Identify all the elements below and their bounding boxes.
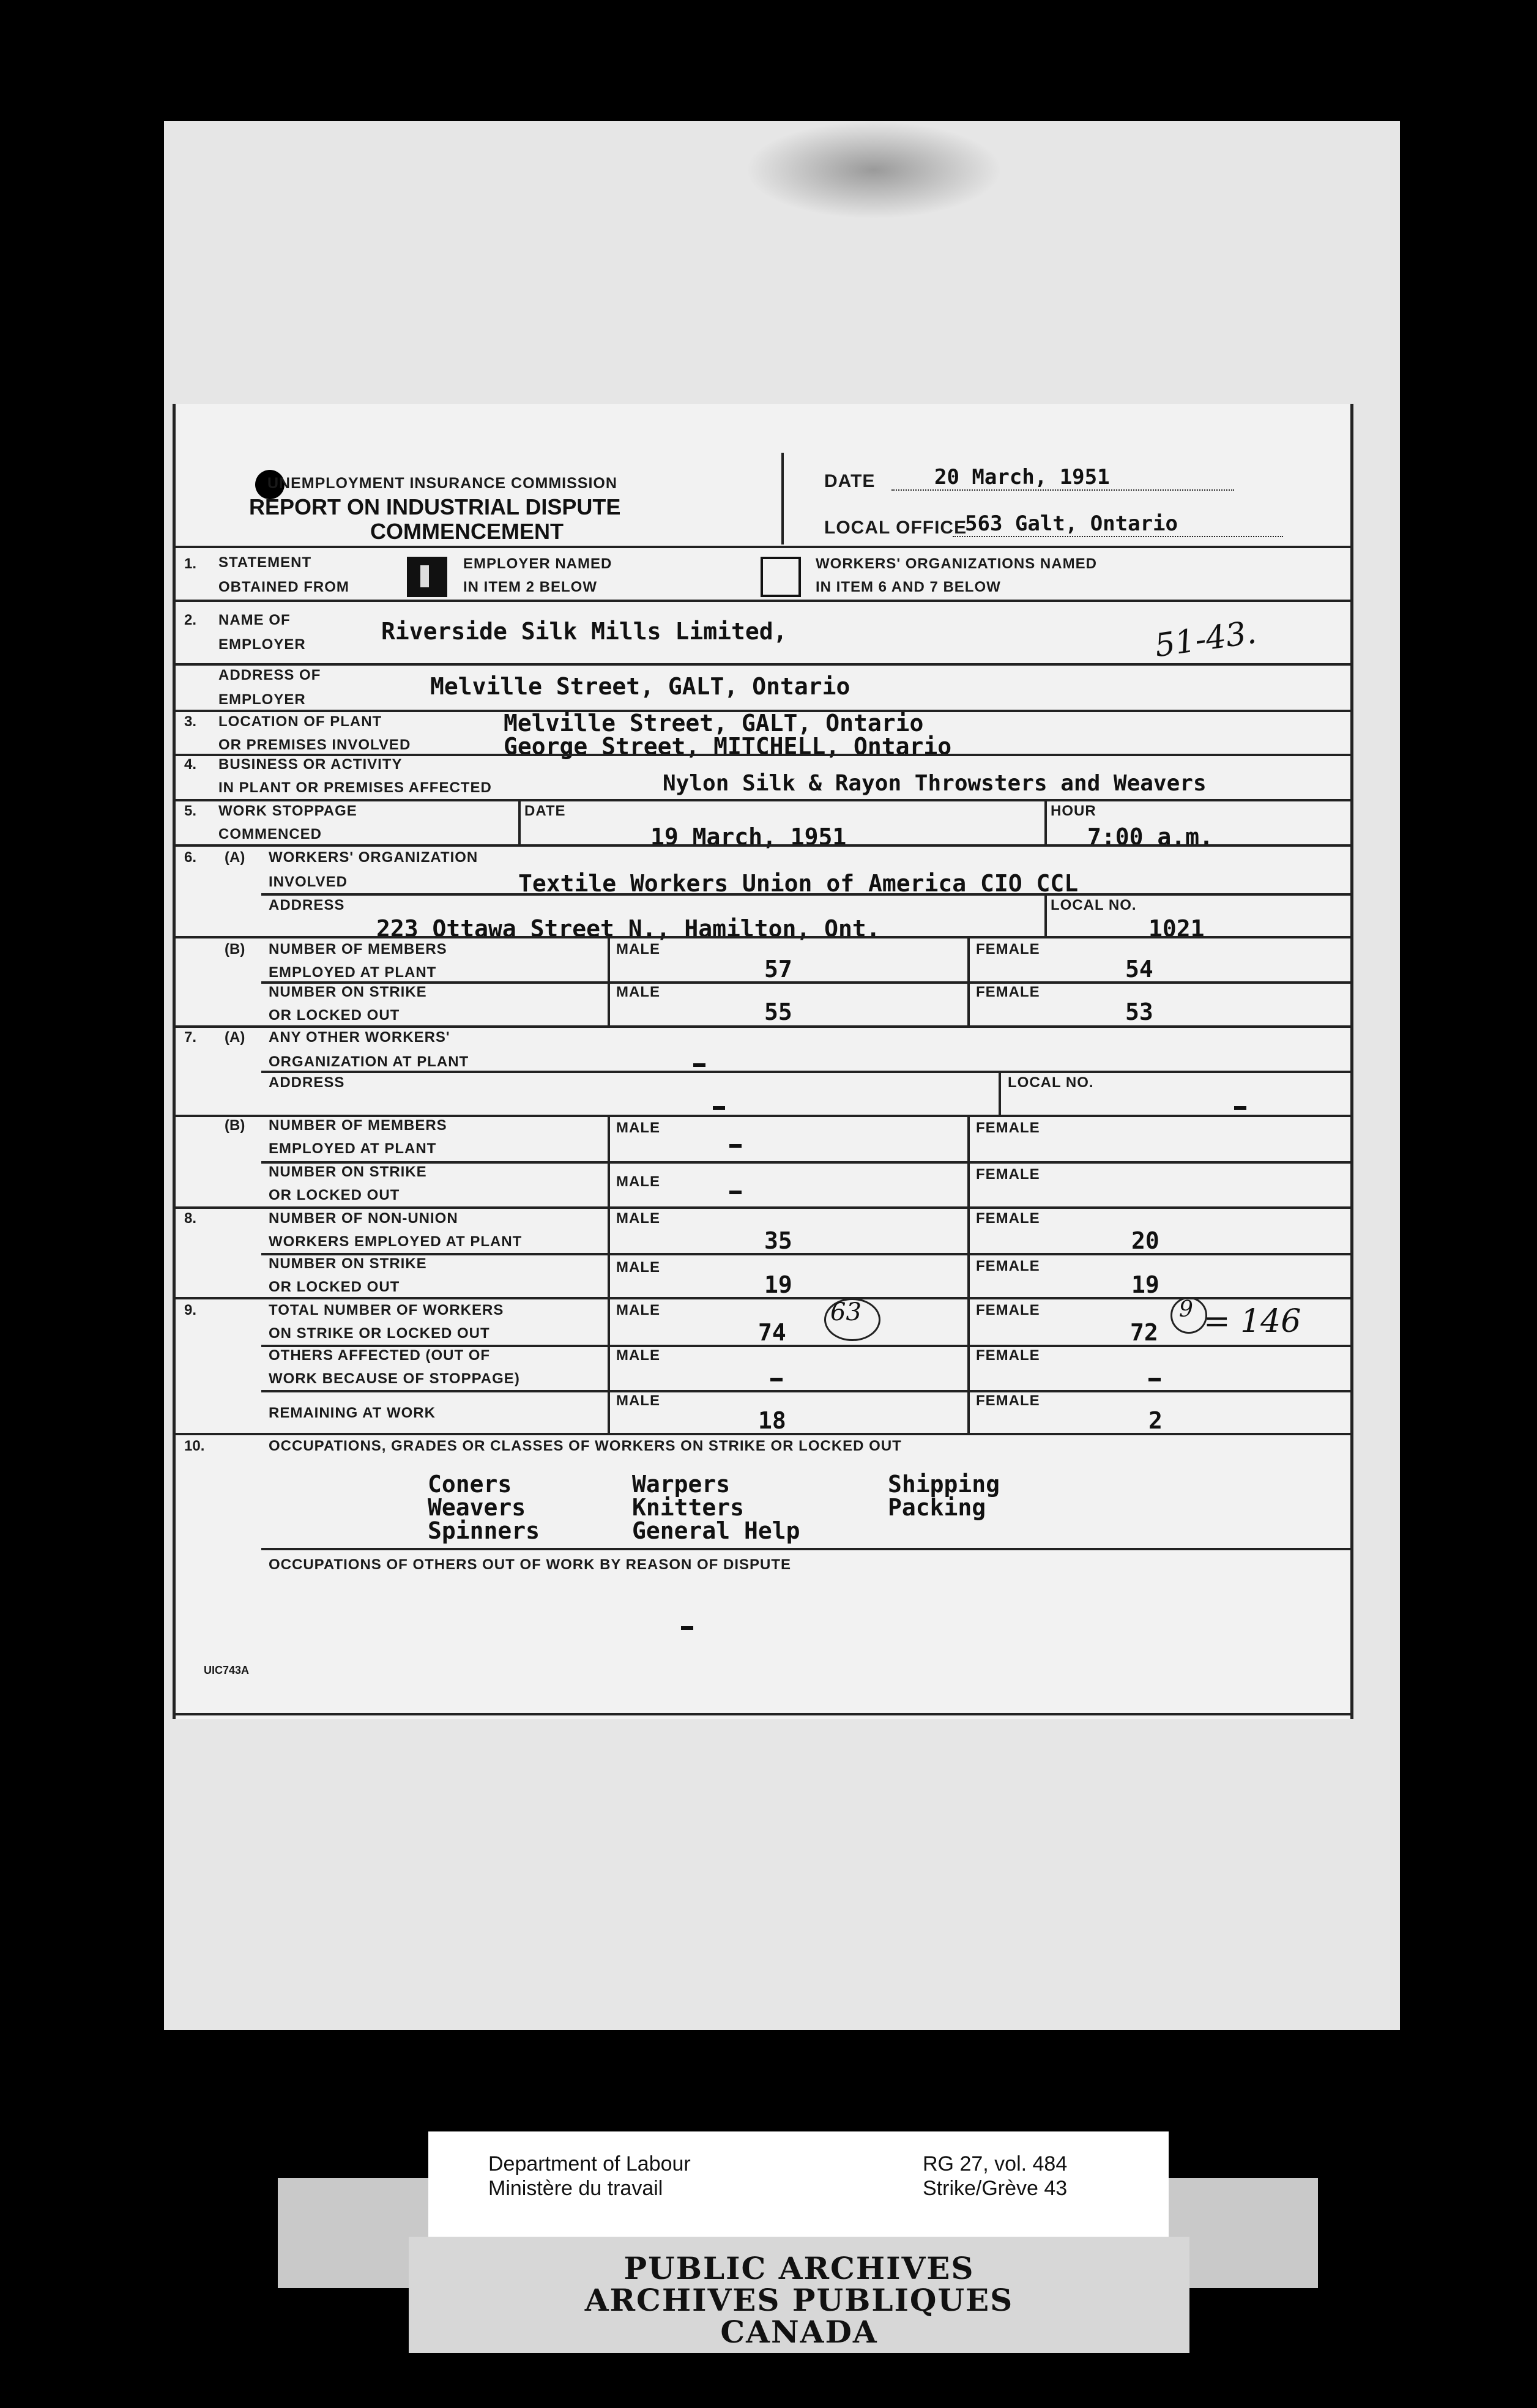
- non-union-strike-female: 19: [1131, 1271, 1159, 1298]
- other-members-label-2: EMPLOYED AT PLANT: [269, 1140, 437, 1157]
- non-union-label-1: NUMBER OF NON-UNION: [269, 1210, 458, 1227]
- section-4-number: 4.: [184, 756, 197, 773]
- section-7b-marker: (B): [225, 1117, 245, 1134]
- other-org-label-2: ORGANIZATION AT PLANT: [269, 1054, 469, 1070]
- stamp-line-1: PUBLIC ARCHIVES: [623, 2250, 975, 2286]
- others-occupations-heading: OCCUPATIONS OF OTHERS OUT OF WORK BY REASON OF DISPUTE: [269, 1556, 792, 1573]
- rule: [261, 1548, 1350, 1550]
- report-date-value: 20 March, 1951: [934, 465, 1110, 489]
- rule: [176, 663, 1350, 666]
- workers-org-address-value: 223 Ottawa Street N., Hamilton, Ont.: [376, 915, 880, 942]
- handwritten-file-number: 51-43.: [1152, 614, 1259, 665]
- stoppage-label-2: COMMENCED: [218, 826, 322, 842]
- stamp-line-2: ARCHIVES PUBLIQUES: [584, 2282, 1014, 2318]
- blank-dash: [1148, 1378, 1161, 1381]
- rule: [176, 799, 1350, 801]
- form-code: UIC743A: [204, 1664, 250, 1676]
- male-column-divider: [608, 1115, 610, 1206]
- employer-option-label-2: IN ITEM 2 BELOW: [463, 579, 597, 595]
- non-union-employed-female: 20: [1131, 1227, 1159, 1254]
- male-header: MALE: [616, 1259, 660, 1276]
- stoppage-date-value: 19 March, 1951: [650, 823, 847, 850]
- female-header: FEMALE: [976, 1347, 1040, 1364]
- section-10-number: 10.: [184, 1438, 205, 1454]
- office-underline: [953, 536, 1283, 537]
- dept-english: Department of Labour: [488, 2152, 691, 2176]
- archive-reference-label: [428, 2131, 1169, 2242]
- other-members-label-1: NUMBER OF MEMBERS: [269, 1117, 447, 1134]
- section-7-number: 7.: [184, 1029, 197, 1046]
- stoppage-hour-value: 7:00 a.m.: [1087, 823, 1213, 850]
- local-office-value: 563 Galt, Ontario: [965, 511, 1178, 536]
- strike-reference: Strike/Grève 43: [923, 2177, 1068, 2200]
- blank-dash: [729, 1191, 742, 1194]
- rule: [261, 1071, 1350, 1073]
- members-strike-label-1: NUMBER ON STRIKE: [269, 984, 427, 1000]
- blank-dash: [693, 1063, 705, 1067]
- workers-org-value: Textile Workers Union of America CIO CCL: [518, 870, 1079, 897]
- male-header: MALE: [616, 984, 660, 1000]
- female-header: FEMALE: [976, 1302, 1040, 1318]
- report-date-label: DATE: [824, 471, 876, 491]
- blank-dash: [729, 1144, 742, 1148]
- blank-dash: [1234, 1106, 1246, 1110]
- male-header: MALE: [616, 1302, 660, 1318]
- remaining-at-work-label: REMAINING AT WORK: [269, 1405, 436, 1421]
- female-header: FEMALE: [976, 1166, 1040, 1183]
- section-3-number: 3.: [184, 713, 197, 730]
- occupation-knitters: Knitters: [632, 1494, 745, 1521]
- rule: [176, 936, 1350, 938]
- employer-name-value: Riverside Silk Mills Limited,: [381, 618, 787, 645]
- section-9-number: 9.: [184, 1302, 197, 1318]
- occupation-packing: Packing: [888, 1494, 986, 1521]
- female-column-divider: [967, 936, 970, 1025]
- occupation-spinners: Spinners: [428, 1517, 540, 1544]
- female-header: FEMALE: [976, 1392, 1040, 1409]
- local-office-label: LOCAL OFFICE: [824, 518, 967, 538]
- workers-option-label-1: WORKERS' ORGANIZATIONS NAMED: [816, 556, 1097, 572]
- blank-dash: [770, 1378, 783, 1381]
- divider: [1044, 799, 1047, 844]
- occupations-heading: OCCUPATIONS, GRADES OR CLASSES OF WORKERS ON STRIKE OR LOCKED OUT: [269, 1438, 902, 1454]
- plant-location-label-2: OR PREMISES INVOLVED: [218, 737, 411, 753]
- date-underline: [891, 489, 1234, 491]
- plant-location-value-1: Melville Street, GALT, Ontario: [504, 710, 924, 737]
- section-6a-marker: (A): [225, 849, 245, 866]
- remaining-female: 2: [1148, 1407, 1163, 1434]
- handwritten-male-note: 63: [830, 1298, 862, 1326]
- total-strike-label-1: TOTAL NUMBER OF WORKERS: [269, 1302, 504, 1318]
- section-5-number: 5.: [184, 803, 197, 819]
- workers-org-checkbox[interactable]: [761, 557, 801, 597]
- non-union-strike-label-2: OR LOCKED OUT: [269, 1279, 400, 1295]
- workers-org-label-1: WORKERS' ORGANIZATION: [269, 849, 478, 866]
- male-column-divider: [608, 1206, 610, 1297]
- female-header: FEMALE: [976, 941, 1040, 957]
- members-employed-label-2: EMPLOYED AT PLANT: [269, 964, 437, 981]
- non-union-strike-label-1: NUMBER ON STRIKE: [269, 1255, 427, 1272]
- section-8-number: 8.: [184, 1210, 197, 1227]
- members-employed-female: 54: [1125, 956, 1153, 983]
- public-archives-stamp: [409, 2237, 1189, 2353]
- members-strike-female: 53: [1125, 998, 1153, 1025]
- non-union-label-2: WORKERS EMPLOYED AT PLANT: [269, 1233, 523, 1250]
- business-label-1: BUSINESS OR ACTIVITY: [218, 756, 403, 773]
- stoppage-label-1: WORK STOPPAGE: [218, 803, 357, 819]
- female-header: FEMALE: [976, 1258, 1040, 1274]
- handwritten-total: = 146: [1204, 1303, 1301, 1340]
- female-column-divider: [967, 1206, 970, 1297]
- members-strike-label-2: OR LOCKED OUT: [269, 1007, 400, 1024]
- divider: [1044, 893, 1047, 936]
- dispute-report-form: [173, 404, 1353, 1719]
- members-strike-male: 55: [764, 998, 792, 1025]
- employer-option-label-1: EMPLOYER NAMED: [463, 556, 612, 572]
- male-header: MALE: [616, 1120, 660, 1136]
- local-number-value: 1021: [1148, 915, 1205, 942]
- plant-location-value-2: George Street, MITCHELL, Ontario: [504, 733, 952, 760]
- business-label-2: IN PLANT OR PREMISES AFFECTED: [218, 779, 492, 796]
- remaining-male: 18: [758, 1407, 786, 1434]
- employer-address-value: Melville Street, GALT, Ontario: [430, 673, 850, 700]
- workers-org-address-label: ADDRESS: [269, 897, 345, 913]
- female-column-divider: [967, 1115, 970, 1206]
- stamp-line-3: CANADA: [720, 2314, 878, 2350]
- form-subtitle: COMMENCEMENT: [370, 519, 564, 544]
- male-header: MALE: [616, 1173, 660, 1190]
- section-6b-marker: (B): [225, 941, 245, 957]
- others-affected-label-1: OTHERS AFFECTED (OUT OF: [269, 1347, 491, 1364]
- male-column-divider: [608, 936, 610, 1025]
- employer-name-label-2: EMPLOYER: [218, 636, 306, 653]
- section-7a-marker: (A): [225, 1029, 245, 1046]
- total-strike-label-2: ON STRIKE OR LOCKED OUT: [269, 1325, 490, 1342]
- rule: [261, 1390, 1350, 1392]
- others-affected-label-2: WORK BECAUSE OF STOPPAGE): [269, 1370, 520, 1387]
- non-union-employed-male: 35: [764, 1227, 792, 1254]
- male-header: MALE: [616, 941, 660, 957]
- local-number-label: LOCAL NO.: [1051, 897, 1137, 913]
- male-header: MALE: [616, 1210, 660, 1227]
- section-1-number: 1.: [184, 556, 197, 572]
- business-value: Nylon Silk & Rayon Throwsters and Weavers: [663, 771, 1207, 796]
- other-strike-label-1: NUMBER ON STRIKE: [269, 1164, 427, 1180]
- rule: [176, 1025, 1350, 1028]
- rule: [176, 1206, 1350, 1209]
- non-union-strike-male: 19: [764, 1271, 792, 1298]
- rule: [261, 893, 1350, 896]
- other-org-label-1: ANY OTHER WORKERS': [269, 1029, 450, 1046]
- female-column-divider: [967, 1297, 970, 1433]
- stoppage-date-label: DATE: [524, 803, 566, 819]
- plant-location-label-1: LOCATION OF PLANT: [218, 713, 382, 730]
- blank-dash: [713, 1106, 725, 1110]
- rule: [176, 546, 1350, 548]
- female-header: FEMALE: [976, 1210, 1040, 1227]
- members-employed-label-1: NUMBER OF MEMBERS: [269, 941, 447, 957]
- employer-name-label-1: NAME OF: [218, 612, 291, 628]
- commission-name: UNEMPLOYMENT INSURANCE COMMISSION: [267, 475, 617, 492]
- members-employed-male: 57: [764, 956, 792, 983]
- occupation-shipping: Shipping: [888, 1471, 1000, 1498]
- blank-dash: [681, 1626, 693, 1630]
- section-6-number: 6.: [184, 849, 197, 866]
- rule: [176, 1713, 1350, 1715]
- total-strike-female: 72: [1130, 1319, 1158, 1346]
- other-local-label: LOCAL NO.: [1008, 1074, 1094, 1091]
- occupation-weavers: Weavers: [428, 1494, 526, 1521]
- divider: [999, 1071, 1001, 1115]
- female-header: FEMALE: [976, 984, 1040, 1000]
- stoppage-hour-label: HOUR: [1051, 803, 1096, 819]
- statement-label-1: STATEMENT: [218, 554, 312, 571]
- header-divider: [781, 453, 784, 544]
- employer-checkbox[interactable]: [407, 557, 447, 597]
- rule: [176, 844, 1350, 847]
- statement-label-2: OBTAINED FROM: [218, 579, 349, 595]
- rule: [176, 1433, 1350, 1435]
- workers-org-label-2: INVOLVED: [269, 874, 348, 890]
- workers-option-label-2: IN ITEM 6 AND 7 BELOW: [816, 579, 1001, 595]
- divider: [518, 799, 521, 844]
- form-title: REPORT ON INDUSTRIAL DISPUTE: [249, 494, 621, 519]
- handwritten-female-note: 9: [1179, 1297, 1193, 1322]
- male-header: MALE: [616, 1392, 660, 1409]
- occupation-coners: Coners: [428, 1471, 512, 1498]
- dept-french: Ministère du travail: [488, 2177, 663, 2200]
- other-strike-label-2: OR LOCKED OUT: [269, 1187, 400, 1203]
- section-2-number: 2.: [184, 612, 197, 628]
- employer-address-label-1: ADDRESS OF: [218, 667, 321, 683]
- rule: [176, 600, 1350, 602]
- record-group-reference: RG 27, vol. 484: [923, 2152, 1068, 2176]
- total-strike-male: 74: [758, 1319, 786, 1346]
- occupation-general-help: General Help: [632, 1517, 800, 1544]
- male-header: MALE: [616, 1347, 660, 1364]
- employer-address-label-2: EMPLOYER: [218, 691, 306, 708]
- female-header: FEMALE: [976, 1120, 1040, 1136]
- rule: [176, 1297, 1350, 1299]
- other-org-address-label: ADDRESS: [269, 1074, 345, 1091]
- male-column-divider: [608, 1297, 610, 1433]
- occupation-warpers: Warpers: [632, 1471, 731, 1498]
